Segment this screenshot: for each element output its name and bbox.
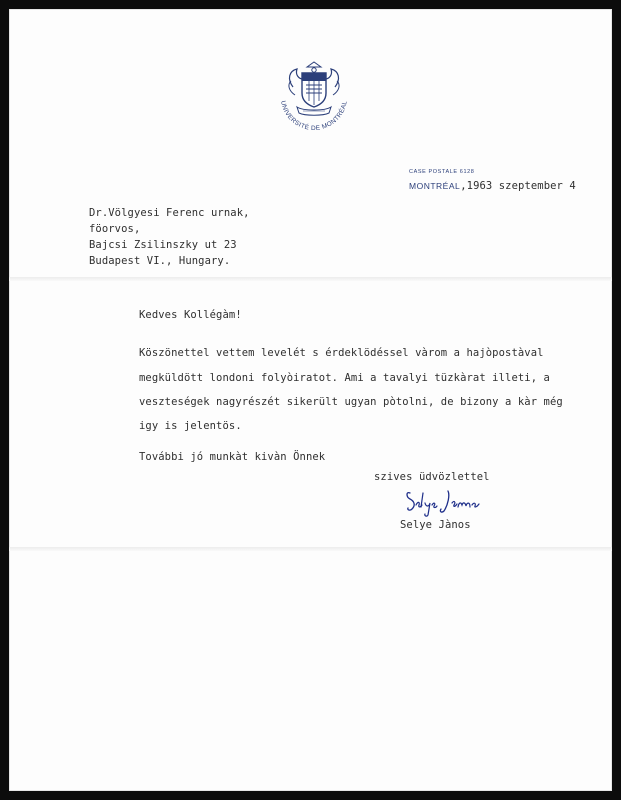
recipient-line: Dr.Völgyesi Ferenc urnak,: [89, 207, 250, 219]
closing-line: További jó munkàt kivàn Önnek: [139, 451, 326, 463]
paper-fold-line: [9, 277, 612, 281]
letter-sheet: [9, 9, 612, 791]
dateline: [409, 176, 576, 194]
recipient-line: Bajcsi Zsilinszky ut 23: [89, 239, 237, 251]
signature-mark: [404, 485, 484, 517]
body-line: igy is jelentös.: [139, 420, 242, 432]
handwritten-signature: [404, 485, 484, 517]
body-line: megküldött londoni folyòiratot. Ami a tavalyi tüzkàrat illeti, a: [139, 372, 550, 384]
salutation: Kedves Kollégàm!: [139, 309, 242, 321]
body-line: veszteségek nagyrészét sikerült ugyan pòtolni, de bizony a kàr még: [139, 396, 563, 408]
university-name-banner: UNIVERSITÉ DE MONTRÉAL: [279, 100, 349, 133]
city-name: MONTRÉAL: [409, 181, 461, 191]
case-postale: CASE POSTALE 6128: [409, 169, 475, 175]
signature-name: Selye Jànos: [400, 519, 471, 531]
university-crest-logo: [273, 57, 355, 137]
crest-emblem-icon: [273, 57, 355, 137]
body-line: Köszönettel vettem levelét s érdeklödéssel vàrom a hajòpostàval: [139, 347, 544, 359]
recipient-line: föorvos,: [89, 223, 141, 235]
letter-date: ,1963 szeptember 4: [460, 180, 576, 192]
recipient-line: Budapest VI., Hungary.: [89, 255, 231, 267]
paper-fold-line: [9, 547, 612, 551]
greeting: szives üdvözlettel: [374, 471, 490, 483]
